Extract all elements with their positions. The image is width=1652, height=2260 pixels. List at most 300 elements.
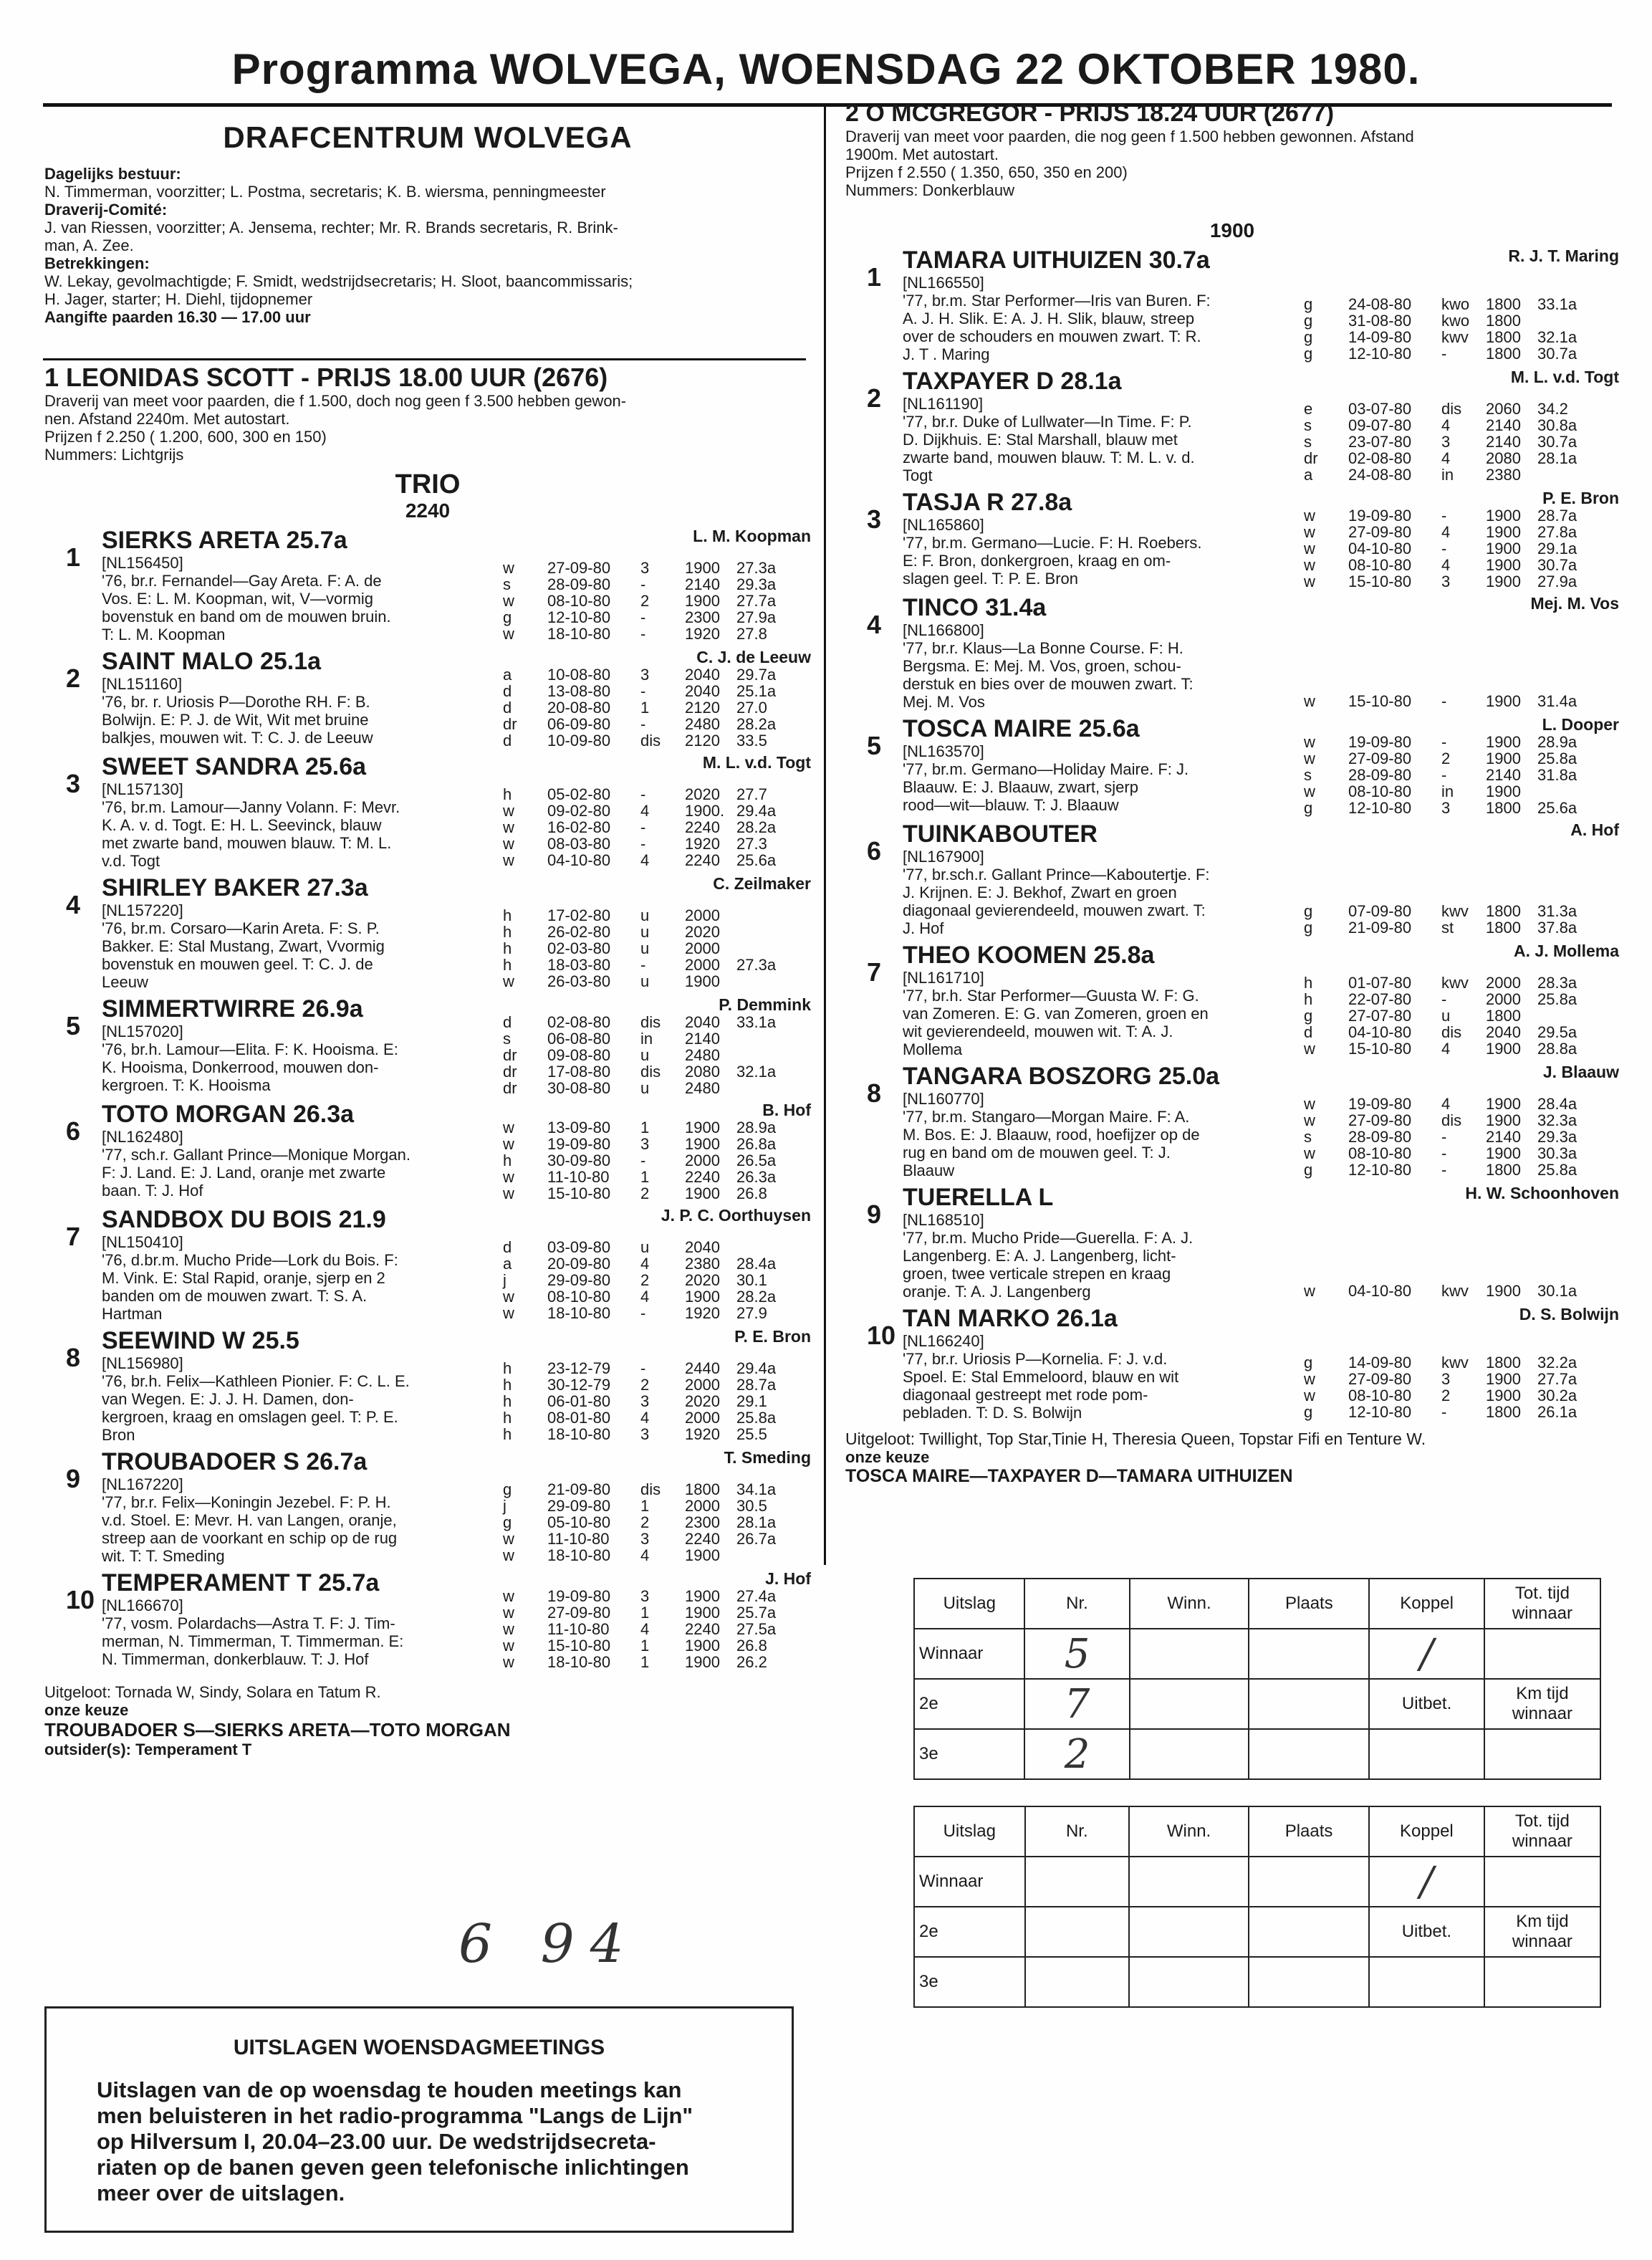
race-info-line: nen. Afstand 2240m. Met autostart. [44, 410, 290, 428]
horse-desc-line: [NL161190] [903, 395, 984, 413]
horse-entry [845, 820, 1619, 937]
table-header-cell: Tot. tijd winnaar [1484, 1579, 1600, 1629]
nr-cell[interactable]: 7 [1024, 1679, 1129, 1729]
winn-cell[interactable] [1129, 1857, 1249, 1907]
form-cell [736, 1030, 794, 1047]
form-cell: dis [640, 1480, 661, 1498]
table-row [914, 1729, 1600, 1779]
form-cell: 1800 [1486, 328, 1521, 346]
horse-details [903, 942, 1304, 1058]
form-cell: 18-03-80 [547, 956, 611, 974]
horse-desc-line: [NL157220] [102, 901, 183, 919]
form-cell: 2240 [685, 818, 720, 836]
horse-form [1304, 246, 1619, 363]
form-cell: 28.7a [736, 1376, 777, 1394]
form-line [1304, 1112, 1619, 1129]
form-cell [736, 1547, 794, 1564]
handwritten-note: 6 94 [458, 1913, 640, 1975]
horse-number: 10 [867, 1321, 896, 1350]
form-cell: dr [503, 715, 517, 733]
horse-trainer: B. Hof [762, 1101, 811, 1119]
form-cell: 02-03-80 [547, 939, 611, 957]
form-cell: 4 [1441, 1040, 1451, 1058]
form-line [503, 835, 811, 852]
form-line [1304, 312, 1619, 329]
form-cell: 15-10-80 [547, 1184, 611, 1202]
koppel-cell[interactable]: / [1369, 1629, 1484, 1679]
form-cell: - [640, 625, 646, 643]
horse-name: THEO KOOMEN 25.8a [903, 942, 1155, 969]
horse-desc-line: '77, br.m. Stangaro—Morgan Maire. F: A. [903, 1108, 1190, 1126]
winn-cell[interactable] [1129, 1957, 1249, 2007]
form-cell: 4 [1441, 523, 1451, 541]
form-cell: g [1304, 799, 1313, 817]
form-cell: 27.8 [736, 625, 767, 643]
horse-trainer: M. L. v.d. Togt [1510, 368, 1619, 386]
form-cell: 1 [640, 1604, 650, 1622]
table-header-cell: Koppel [1369, 1579, 1484, 1629]
table-header-row [914, 1579, 1600, 1629]
form-line [503, 973, 811, 990]
org-info [44, 165, 811, 326]
form-cell: 31.3a [1537, 902, 1577, 920]
horse-desc-line: [NL160770] [903, 1090, 984, 1108]
horse-desc-line: A. J. H. Slik. E: A. J. H. Slik, blauw, streep [903, 310, 1195, 327]
form-cell [736, 907, 794, 924]
form-lines [503, 1588, 811, 1670]
race2-pick: TOSCA MAIRE—TAXPAYER D—TAMARA UITHUIZEN [845, 1466, 1293, 1486]
form-cell: 28-09-80 [547, 575, 611, 593]
form-cell: 18-10-80 [547, 1425, 611, 1443]
form-cell: u [640, 939, 650, 957]
horse-form [503, 1101, 811, 1202]
plaats-cell[interactable] [1249, 1907, 1369, 1957]
plaats-cell[interactable] [1249, 1957, 1369, 2007]
notice-line: Uitslagen van de op woensdag te houden meetings kan [97, 2077, 682, 2102]
uitbet-cell: Uitbet. [1369, 1679, 1484, 1729]
horse-desc-line: M. Bos. E: J. Blaauw, rood, hoefijzer op de [903, 1126, 1200, 1144]
horse-desc-line: bovenstuk en mouwen geel. T: C. J. de [102, 955, 373, 973]
form-cell: kwo [1441, 295, 1470, 313]
form-cell: 3 [640, 1135, 650, 1153]
horse-form [1304, 942, 1619, 1058]
table-header-cell: Uitslag [914, 1579, 1024, 1629]
right-column [845, 99, 1619, 1486]
plaats-cell[interactable] [1249, 1857, 1369, 1907]
horse-desc-line: Togt [903, 466, 933, 484]
form-line [503, 560, 811, 576]
horse-row [44, 753, 811, 870]
form-cell: kwv [1441, 328, 1469, 346]
form-cell: 27.7 [736, 785, 767, 803]
race-info-line: Nummers: Lichtgrijs [44, 446, 184, 464]
horse-desc-line: '77, br.m. Star Performer—Iris van Buren. F: [903, 292, 1211, 310]
form-line [503, 1255, 811, 1272]
horse-form [1304, 594, 1619, 711]
plaats-cell[interactable] [1249, 1729, 1369, 1779]
form-cell: w [1304, 507, 1315, 525]
form-cell: dis [1441, 400, 1462, 418]
form-cell: 2120 [685, 732, 720, 750]
horse-row [845, 368, 1619, 484]
form-cell: dis [1441, 1023, 1462, 1041]
horse-desc-line: kergroen. T: K. Hooisma [102, 1076, 271, 1094]
horse-name: TEMPERAMENT T 25.7a [102, 1569, 380, 1596]
race2-withdrawn: Uitgeloot: Twillight, Top Star,Tinie H, Theresia Queen, Topstar Fifi en Tenture W. [845, 1430, 1426, 1448]
form-cell: 2440 [685, 1359, 720, 1377]
form-cell: 4 [640, 802, 650, 820]
form-cell [1537, 466, 1595, 483]
race1-title: 1 LEONIDAS SCOTT - PRIJS 18.00 UUR (2676) [44, 363, 608, 392]
horse-desc-line: banden om de mouwen zwart. T: S. A. [102, 1287, 368, 1305]
horse-name: TAMARA UITHUIZEN 30.7a [903, 246, 1210, 274]
horse-row [44, 1206, 811, 1323]
form-cell: 1900 [685, 1637, 720, 1655]
form-cell: w [1304, 1040, 1315, 1058]
form-cell: 30.7a [1537, 345, 1577, 363]
horse-form [503, 1327, 811, 1444]
nr-cell[interactable] [1025, 1957, 1129, 2007]
org-line: Draverij-Comité: [44, 201, 168, 219]
form-line [1304, 573, 1619, 590]
form-cell: u [640, 1238, 650, 1256]
form-cell: 1920 [685, 1304, 720, 1322]
form-cell: g [1304, 1161, 1313, 1179]
form-cell: 30.1 [736, 1271, 767, 1289]
table-header-cell: Nr. [1024, 1579, 1129, 1629]
form-cell: - [1441, 1403, 1447, 1421]
horse-desc-line: [NL166800] [903, 621, 984, 639]
horse-details [903, 820, 1304, 937]
horse-desc-line: [NL161710] [903, 969, 984, 987]
form-cell: 27.9a [736, 608, 777, 626]
form-cell: - [1441, 733, 1447, 751]
form-line [503, 1621, 811, 1637]
form-line [1304, 1145, 1619, 1162]
form-cell: 08-10-80 [547, 1288, 611, 1306]
form-cell: 27-09-80 [1348, 1370, 1412, 1388]
horse-details [903, 1184, 1304, 1301]
horse-form [503, 527, 811, 643]
form-cell: h [503, 1409, 512, 1427]
form-cell: w [1304, 1282, 1315, 1300]
form-cell: a [503, 666, 512, 684]
horse-desc-line: F: J. Land. E: J. Land, oranje met zwarte [102, 1164, 386, 1182]
horse-number: 5 [66, 1011, 81, 1040]
notice-text [47, 2060, 792, 2206]
form-cell: 22-07-80 [1348, 990, 1412, 1008]
notice-title: UITSLAGEN WOENSDAGMEETINGS [233, 2036, 605, 2059]
form-cell: 24-08-80 [1348, 295, 1412, 313]
horse-desc-line: '76, br.r. Fernandel—Gay Areta. F: A. de [102, 572, 382, 590]
form-cell: w [503, 1135, 514, 1153]
form-cell: in [640, 1030, 653, 1048]
form-cell: 1900 [1486, 1111, 1521, 1129]
horse-row [845, 489, 1619, 590]
form-cell: g [1304, 312, 1313, 330]
horse-number: 6 [66, 1116, 81, 1146]
form-cell: - [640, 956, 646, 974]
form-cell: dis [1441, 1111, 1462, 1129]
form-cell: - [1441, 540, 1447, 557]
form-cell: 12-10-80 [547, 608, 611, 626]
plaats-cell[interactable] [1249, 1679, 1369, 1729]
nr-cell[interactable]: 2 [1024, 1729, 1129, 1779]
form-cell: 4 [640, 851, 650, 869]
form-cell: s [1304, 416, 1312, 434]
form-cell: - [640, 1359, 646, 1377]
nr-cell[interactable]: 5 [1024, 1629, 1129, 1679]
horse-desc-line: N. Timmerman, donkerblauw. T: J. Hof [102, 1650, 369, 1668]
form-line [503, 1514, 811, 1531]
horse-desc-line: Bakker. E: Stal Mustang, Zwart, Vvormig [102, 937, 385, 955]
form-cell: - [1441, 1144, 1447, 1162]
form-line [1304, 434, 1619, 450]
horse-trainer: P. Demmink [719, 995, 811, 1014]
form-line [1304, 693, 1619, 709]
form-cell: g [1304, 345, 1313, 363]
form-cell [736, 940, 794, 957]
horse-number: 1 [66, 542, 81, 572]
horse-desc-line: K. Hooisma, Donkerrood, mouwen don- [102, 1058, 379, 1076]
form-line [503, 852, 811, 868]
form-cell: 1900 [1486, 556, 1521, 574]
form-cell: 1900 [685, 1119, 720, 1136]
form-cell: 2240 [685, 1530, 720, 1548]
form-cell: dis [640, 732, 661, 750]
horse-details [102, 648, 503, 749]
race1-withdrawn: Uitgeloot: Tornada W, Sindy, Solara en Tatum R. [44, 1683, 381, 1701]
form-lines [503, 560, 811, 642]
horse-desc-line: [NL166550] [903, 274, 984, 292]
form-cell: 32.1a [736, 1063, 777, 1081]
horse-row [44, 1101, 811, 1202]
form-cell: 2480 [685, 715, 720, 733]
form-cell: 2 [640, 592, 650, 610]
horse-form [503, 1448, 811, 1565]
form-line [503, 1080, 811, 1096]
form-line [503, 1604, 811, 1621]
form-line [503, 1185, 811, 1202]
horse-form [503, 874, 811, 991]
form-cell: 08-10-80 [1348, 782, 1412, 800]
form-cell: u [1441, 1007, 1451, 1025]
form-cell: 2000 [685, 1409, 720, 1427]
form-cell: 20-08-80 [547, 699, 611, 717]
form-cell: 1900 [685, 1135, 720, 1153]
horse-desc-line: v.d. Togt [102, 852, 160, 870]
form-cell: 34.1a [736, 1480, 777, 1498]
form-cell: g [503, 608, 512, 626]
winn-cell[interactable] [1129, 1907, 1249, 1957]
form-cell: - [1441, 766, 1447, 784]
form-cell: d [503, 699, 512, 717]
form-cell: - [640, 835, 646, 853]
form-cell: 08-10-80 [1348, 1144, 1412, 1162]
form-cell: - [1441, 345, 1447, 363]
form-cell: 28-09-80 [1348, 1128, 1412, 1146]
form-lines [1304, 1354, 1619, 1420]
form-cell: 3 [640, 559, 650, 577]
plaats-cell[interactable] [1249, 1629, 1369, 1679]
form-lines [1304, 401, 1619, 483]
result-table-1 [913, 1578, 1601, 1780]
horse-row [845, 246, 1619, 363]
form-cell: 1900 [1486, 523, 1521, 541]
horse-desc-line: wit. T: T. Smeding [102, 1547, 225, 1565]
horse-trainer: H. W. Schoonhoven [1465, 1184, 1619, 1202]
form-cell: 3 [1441, 799, 1451, 817]
koppel-cell[interactable]: / [1369, 1857, 1484, 1907]
horse-desc-line: [NL166670] [102, 1596, 183, 1614]
form-cell: 32.3a [1537, 1111, 1577, 1129]
form-line [503, 1047, 811, 1063]
form-cell: kwv [1441, 902, 1469, 920]
table-row [914, 1679, 1600, 1729]
form-line [503, 957, 811, 973]
form-line [503, 609, 811, 626]
form-cell: 27-07-80 [1348, 1007, 1412, 1025]
horse-desc-line: K. A. v. d. Togt. E: H. L. Seevinck, blauw [102, 816, 382, 834]
form-line [503, 1498, 811, 1514]
form-cell: h [503, 906, 512, 924]
form-lines [1304, 903, 1619, 936]
horse-trainer: C. Zeilmaker [713, 874, 811, 893]
form-cell: 30-09-80 [547, 1151, 611, 1169]
form-cell: 26-02-80 [547, 923, 611, 941]
horse-desc-line: [NL165860] [903, 516, 984, 534]
form-cell: g [1304, 295, 1313, 313]
horse-form [1304, 1184, 1619, 1301]
form-cell: j [503, 1271, 506, 1289]
form-cell: 30.7a [1537, 433, 1577, 451]
horse-desc-line: [NL156450] [102, 554, 183, 572]
form-line [1304, 1404, 1619, 1420]
form-cell: 30.8a [1537, 416, 1577, 434]
form-cell: 03-09-80 [547, 1238, 611, 1256]
horse-desc-line: derstuk en bies over de mouwen zwart. T: [903, 675, 1194, 693]
form-line [1304, 466, 1619, 483]
form-cell: h [503, 1359, 512, 1377]
form-cell: 2000 [685, 1151, 720, 1169]
form-cell: 28-09-80 [1348, 766, 1412, 784]
form-cell: 25.1a [736, 682, 777, 700]
horse-number: 7 [66, 1222, 81, 1251]
form-cell: g [1304, 328, 1313, 346]
km-tijd-cell[interactable] [1484, 1957, 1600, 2007]
horse-desc-line: van Wegen. E: J. J. H. Damen, don- [102, 1390, 354, 1408]
horse-number: 9 [66, 1464, 81, 1493]
horse-desc-line: rood—wit—blauw. T: J. Blaauw [903, 796, 1119, 814]
tot-tijd-cell[interactable] [1484, 1857, 1600, 1907]
form-cell: s [1304, 766, 1312, 784]
form-cell: 1800 [685, 1480, 720, 1498]
form-cell: 25.8a [1537, 750, 1577, 767]
form-cell: w [503, 1168, 514, 1186]
form-cell: st [1441, 919, 1454, 937]
form-cell: w [1304, 540, 1315, 557]
tot-tijd-cell[interactable] [1484, 1629, 1600, 1679]
form-cell: 09-08-80 [547, 1046, 611, 1064]
form-cell: 15-10-80 [547, 1637, 611, 1655]
horse-entry [44, 1206, 811, 1323]
form-cell: u [640, 906, 650, 924]
horse-number: 3 [66, 769, 81, 798]
form-cell: 1900 [1486, 1387, 1521, 1404]
horse-desc-line: [NL150410] [102, 1233, 183, 1251]
form-cell: d [503, 1013, 512, 1031]
form-line [503, 1360, 811, 1376]
form-line [1304, 991, 1619, 1007]
winn-cell[interactable] [1130, 1729, 1249, 1779]
form-cell: 28.3a [1537, 974, 1577, 992]
horse-desc-line: [NL163570] [903, 742, 984, 760]
form-cell: a [503, 1255, 512, 1273]
race-info-line: Prijzen f 2.550 ( 1.350, 650, 350 en 200) [845, 163, 1128, 181]
form-line [503, 683, 811, 699]
horse-row [845, 820, 1619, 937]
row-label: 3e [914, 1729, 1024, 1779]
horse-number: 7 [867, 957, 882, 987]
form-cell: 27-09-80 [1348, 523, 1412, 541]
form-cell: w [503, 1288, 514, 1306]
form-cell: dr [503, 1046, 517, 1064]
notice-line: meer over de uitslagen. [97, 2180, 345, 2206]
horse-details [903, 594, 1304, 711]
form-cell: dr [503, 1063, 517, 1081]
horse-desc-line: baan. T: J. Hof [102, 1182, 203, 1200]
form-cell: 09-07-80 [1348, 416, 1412, 434]
form-cell: 01-07-80 [1348, 974, 1412, 992]
horse-desc-line: slagen geel. T: P. E. Bron [903, 570, 1079, 588]
winn-cell[interactable] [1130, 1629, 1249, 1679]
form-cell: 15-10-80 [1348, 692, 1412, 710]
form-cell: 27.9a [1537, 573, 1577, 590]
org-line: N. Timmerman, voorzitter; L. Postma, secretaris; K. B. wiersma, penningmeester [44, 183, 606, 201]
form-cell: 27.7a [736, 592, 777, 610]
race-info-line: 1900m. Met autostart. [845, 145, 999, 163]
form-cell: 2060 [1486, 400, 1521, 418]
form-cell: 28.2a [736, 1288, 777, 1306]
horse-details [903, 489, 1304, 590]
form-cell: 1 [640, 1119, 650, 1136]
form-cell: 30.5 [736, 1497, 767, 1515]
form-line [503, 699, 811, 716]
horse-entry [845, 1184, 1619, 1301]
form-cell: d [503, 732, 512, 750]
horse-desc-line: [NL167900] [903, 848, 984, 866]
race1-distance: 2240 [405, 499, 451, 522]
form-cell: 32.1a [1537, 328, 1577, 346]
form-cell: 4 [1441, 416, 1451, 434]
form-line [1304, 1040, 1619, 1057]
row-label: 3e [914, 1957, 1025, 2007]
form-cell: w [1304, 1111, 1315, 1129]
form-cell: 20-09-80 [547, 1255, 611, 1273]
form-cell: 04-10-80 [1348, 540, 1412, 557]
form-line [1304, 1024, 1619, 1040]
horse-desc-line: Mollema [903, 1040, 963, 1058]
winn-cell[interactable] [1130, 1679, 1249, 1729]
nr-cell[interactable] [1025, 1857, 1129, 1907]
form-cell: 08-10-80 [1348, 556, 1412, 574]
form-cell: g [1304, 902, 1313, 920]
nr-cell[interactable] [1025, 1907, 1129, 1957]
form-cell: 1900 [1486, 692, 1521, 710]
form-cell: 3 [1441, 573, 1451, 590]
form-cell: 1800 [1486, 1007, 1521, 1025]
km-tijd-cell[interactable] [1484, 1729, 1600, 1779]
